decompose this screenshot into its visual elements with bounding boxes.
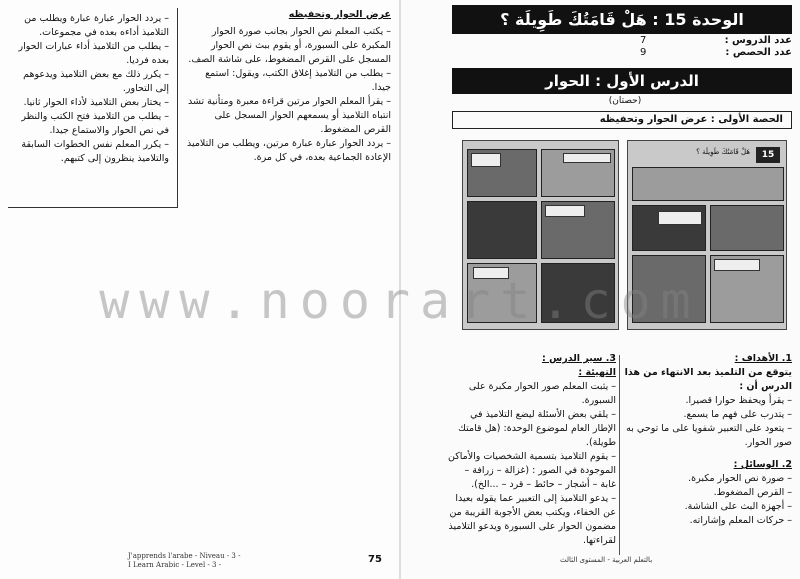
- lesson-title-bar: الدرس الأول : الحوار: [452, 68, 792, 94]
- textbook-spread-image: [462, 140, 788, 338]
- means-item: – حركات المعلم وإشاراته.: [689, 515, 792, 526]
- goals-title: 1. الأهداف :: [734, 353, 792, 364]
- comic-panel: [541, 263, 615, 323]
- paragraph: – يطلب من التلاميذ فتح الكتب والنظر في نص الحوار والاستماع جيدا.: [21, 111, 169, 136]
- speech-bubble: [563, 153, 611, 163]
- paragraph: – يقرأ المعلم الحوار مرتين قراءة معبرة ومتأنية تشد انتباه التلاميذ أو يسمعهم الحوار المسجل على القرص المضغوط.: [188, 96, 391, 135]
- step-item: – يدعو التلاميذ إلى التعبير عما يقوله بعيدا عن الخفاء، ويكتب بعض الأجوبة القريبة من مضمون الحوار على السبورة ويدعو التلاميذ لقراءتها.: [448, 493, 616, 546]
- paragraph: – يردد الحوار عبارة عبارة مرتين، ويطلب من التلاميذ الإعادة الجماعية بعده، في كل مرة.: [186, 138, 391, 163]
- goals-and-means-column: [610, 352, 792, 528]
- page-spine: [399, 0, 401, 579]
- goal-item: – يتعود على التعبير شفويا على ما توحي به صور الحوار.: [626, 423, 792, 448]
- left-page-column-1: [186, 8, 391, 165]
- count-value: 9: [640, 47, 647, 58]
- speech-bubble: [473, 267, 509, 279]
- footer-line-en: I Learn Arabic - Level - 3 -: [128, 561, 222, 569]
- lesson-note: (حصتان): [608, 96, 642, 106]
- footer-line-fr: J'apprends l'arabe - Niveau - 3 -: [128, 552, 241, 560]
- speech-bubble: [714, 259, 760, 271]
- left-footer: [128, 552, 240, 570]
- comic-panel: [632, 167, 784, 201]
- means-item: – صورة نص الحوار مكبرة.: [688, 473, 792, 484]
- paragraph: – يردد الحوار عبارة عبارة ويطلب من التلاميذ أداءه بعده في مجموعات.: [24, 13, 169, 38]
- lesson-steps-column: [446, 352, 616, 548]
- steps-title: 3. سير الدرس :: [542, 353, 616, 364]
- page-number: 75: [368, 554, 382, 565]
- step-item: – يثبت المعلم صور الحوار مكبرة على السبورة.: [468, 381, 616, 406]
- count-row: [600, 47, 792, 59]
- paragraph: – يطلب من التلاميذ أداء عبارات الحوار بعده فرديا.: [18, 41, 169, 66]
- watermark-text: www.noorart.com: [99, 272, 701, 330]
- count-row: [600, 35, 792, 47]
- steps-subtitle: التهيئة :: [578, 367, 616, 378]
- count-label: عدد الدروس :: [724, 35, 792, 46]
- section-heading: عرض الحوار وتحفيظه: [288, 9, 391, 20]
- comic-panel: [467, 201, 537, 259]
- goals-intro: يتوقع من التلميذ بعد الانتهاء من هذا الدرس أن :: [624, 367, 792, 392]
- textbook-left-page: [462, 140, 619, 330]
- right-footer: بالتعلم العربية - المستوى الثالث: [560, 556, 653, 564]
- speech-bubble: [471, 153, 501, 167]
- left-page-column-2: [8, 8, 178, 208]
- goal-item: – يتدرب على فهم ما يسمع.: [683, 409, 792, 420]
- paragraph: – يكرر المعلم نفس الخطوات السابقة والتلاميذ ينظرون إلى كتبهم.: [21, 139, 169, 164]
- lesson-counts: [600, 35, 792, 59]
- paragraph: – يختار بعض التلاميذ لأداء الحوار ثانيا.: [23, 97, 169, 108]
- paragraph: – يطلب من التلاميذ إغلاق الكتب، ويقول: استمع جيدا.: [205, 68, 391, 93]
- textbook-right-page: [627, 140, 787, 330]
- step-item: – يلقي بعض الأسئلة ليضع التلاميذ في الإطار العام لموضوع الوحدة: (هل قامتك طويلة).: [458, 409, 616, 448]
- goal-item: – يقرأ ويحفظ حوارا قصيرا.: [685, 395, 792, 406]
- unit-title-bar: الوحدة 15 : هَلْ قَامَتُكَ طَوِيلَة ؟: [452, 5, 792, 34]
- step-item: – يقوم التلاميذ بتسمية الشخصيات والأماكن الموجودة في الصور : (غزالة – زرافة – غابة – أشجار – حائط – قرد – ...الخ).: [447, 451, 616, 490]
- speech-bubble: [658, 211, 702, 225]
- speech-bubble: [545, 205, 585, 217]
- means-title: 2. الوسائل :: [733, 459, 792, 470]
- textbook-page-title: هَلْ قَامَتُكَ طَوِيلَة ؟: [696, 148, 750, 156]
- paragraph: – يكرر ذلك مع بعض التلاميذ ويدعوهم إلى التحاور.: [23, 69, 169, 94]
- means-item: – أجهزة البث على الشاشة.: [684, 501, 792, 512]
- count-label: عدد الحصص :: [725, 47, 792, 58]
- means-item: – القرص المضغوط.: [713, 487, 792, 498]
- unit-badge: 15: [756, 147, 780, 163]
- session-title: الحصة الأولى : عرض الحوار وتحفيظه: [452, 111, 792, 129]
- count-value: 7: [640, 35, 647, 46]
- comic-panel: [710, 205, 784, 251]
- paragraph: – يكتب المعلم نص الحوار بجانب صورة الحوار المكبرة على السبورة، أو يقوم ببث نص الحوار المسجل على القرص المضغوط، على شاشة الصف.: [188, 26, 391, 65]
- comic-panel: [632, 255, 706, 323]
